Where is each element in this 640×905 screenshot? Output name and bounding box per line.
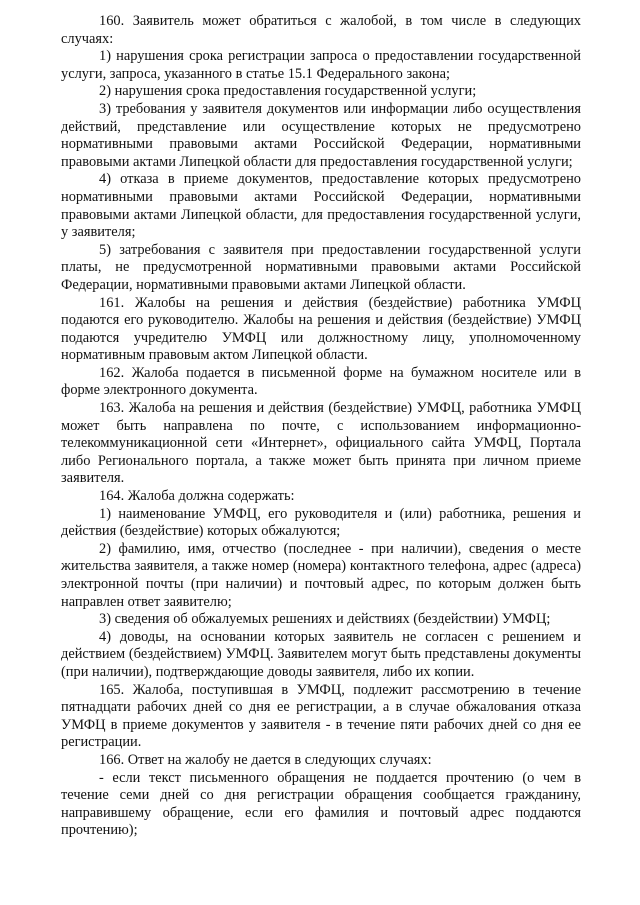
paragraph-164-item-3: 3) сведения об обжалуемых решениях и действиях (бездействии) УМФЦ; [99, 611, 551, 628]
paragraph-164-item-1: 1) наименование УМФЦ, его руководителя и (или) работника, решения и действия (бездействие) которых обжалуются; [61, 505, 581, 540]
paragraph-160: 160. Заявитель может обратиться с жалобой, в том числе в следующих случаях: [61, 13, 581, 47]
paragraph-164-item-2: 2) фамилию, имя, отчество (последнее - при наличии), сведения о месте жительства заявителя, а также номер (номера) контактного телефона, адрес (адреса) электронной почты (при наличии) и почтовый адрес, по которым должен быть направлен ответ заявителю; [61, 540, 581, 610]
paragraph-160-item-3: 3) требования у заявителя документов или информации либо осуществления действий, представление или осуществление которых не предусмотрено нормативными правовыми актами Российской Федерации, нормативными правовыми актами Липецкой области для предоставления государственной услуги; [61, 100, 581, 170]
paragraph-160-item-4: 4) отказа в приеме документов, предоставление которых предусмотрено нормативными правовыми актами Российской Федерации, нормативными правовыми актами Липецкой области, для предоставления государственной услуги, у заявителя; [61, 171, 581, 241]
paragraph-161: 161. Жалобы на решения и действия (бездействие) работника УМФЦ подаются его руководителю. Жалобы на решения и действия (бездействие) УМФЦ подаются учредителю УМФЦ или должностному лицу, уполномоченному нормативным правовым актом Липецкой области. [61, 294, 581, 364]
paragraph-166-item-1: - если текст письменного обращения не поддается прочтению (о чем в течение семи дней со дня регистрации обращения сообщается гражданину, направившему обращение, если его фамилия и почтовый адрес поддаются прочтению); [61, 769, 581, 839]
paragraph-162: 162. Жалоба подается в письменной форме на бумажном носителе или в форме электронного документа. [61, 364, 581, 399]
paragraph-164: 164. Жалоба должна содержать: [99, 488, 295, 505]
paragraph-160-item-1: 1) нарушения срока регистрации запроса о предоставлении государственной услуги, запроса, указанного в статье 15.1 Федерального закона; [61, 48, 581, 82]
paragraph-160-item-5: 5) затребования с заявителя при предоставлении государственной услуги платы, не предусмотренной нормативными правовыми актами Российской Федерации, нормативными правовыми актами Липецкой области. [61, 241, 581, 293]
paragraph-166: 166. Ответ на жалобу не дается в следующих случаях: [99, 751, 432, 768]
paragraph-160-item-2: 2) нарушения срока предоставления государственной услуги; [99, 83, 477, 100]
paragraph-164-item-4: 4) доводы, на основании которых заявитель не согласен с решением и действием (бездействием) УМФЦ. Заявителем могут быть представлены документы (при наличии), подтверждающие доводы заявителя, либо их копии. [61, 628, 581, 680]
paragraph-163: 163. Жалоба на решения и действия (бездействие) УМФЦ, работника УМФЦ может быть направлена по почте, с использованием информационно-телекоммуникационной сети «Интернет», официального сайта УМФЦ, Портала либо Регионального портала, а также может быть принята при личном приеме заявителя. [61, 400, 581, 487]
paragraph-165: 165. Жалоба, поступившая в УМФЦ, подлежит рассмотрению в течение пятнадцати рабочих дней со дня ее регистрации, а в случае обжалования отказа УМФЦ в приеме документов у заявителя - в течение пяти рабочих дней со дня ее регистрации. [61, 681, 581, 751]
document-page [61, 13, 581, 840]
